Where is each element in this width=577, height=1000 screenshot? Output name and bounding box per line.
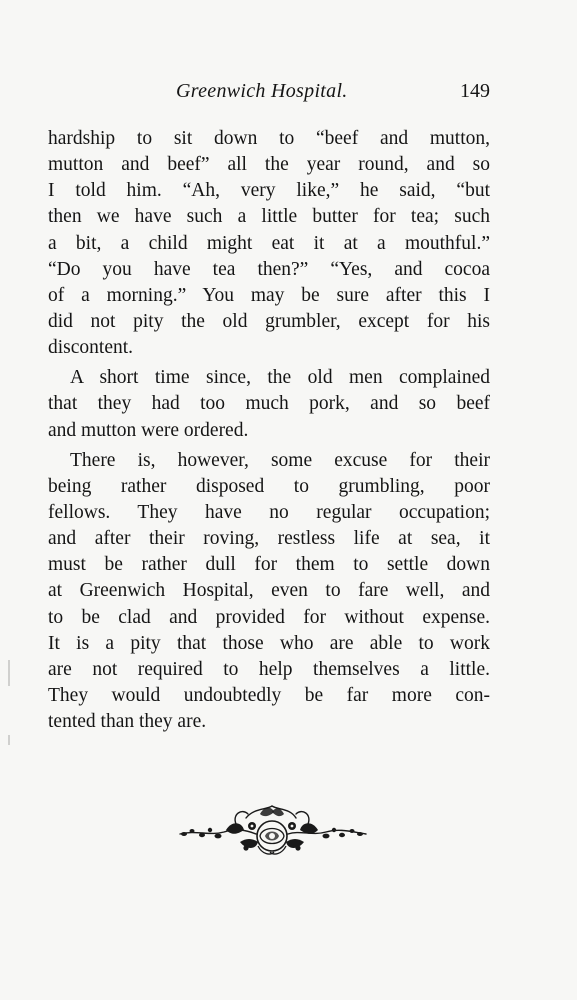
floral-tailpiece-icon [176, 800, 368, 862]
text-line: hardship to sit down to “beef and mutton, [48, 128, 490, 149]
text-line: of a morning.” You may be sure after this I [48, 284, 490, 306]
text-line: a bit, a child might eat it at a mouthful.” [48, 232, 490, 254]
text-line: There is, however, some excuse for their [70, 449, 490, 471]
body-text [48, 126, 490, 735]
text-line: at Greenwich Hospital, even to fare well, and [48, 580, 490, 602]
page-edge-mark [8, 660, 10, 686]
page-edge-mark [8, 735, 10, 745]
text-line: must be rather dull for them to settle down [48, 554, 490, 576]
text-line: being rather disposed to grumbling, poor [48, 475, 490, 497]
paragraph [48, 126, 490, 361]
text-line: and mutton were ordered. [48, 419, 249, 441]
running-head [48, 80, 490, 110]
text-line: It is a pity that those who are able to work [48, 632, 490, 654]
text-line: then we have such a little butter for tea; such [48, 206, 490, 228]
text-line: fellows. They have no regular occupation; [48, 501, 490, 523]
text-line: They would undoubtedly be far more con- [48, 684, 490, 706]
text-line: to be clad and provided for without expense. [48, 606, 490, 628]
text-line: discontent. [48, 337, 134, 359]
text-line: and after their roving, restless life at sea, it [48, 528, 490, 550]
text-line: that they had too much pork, and so beef [48, 393, 490, 415]
page-number: 149 [460, 80, 490, 102]
text-line: “Do you have tea then?” “Yes, and cocoa [48, 258, 490, 280]
text-line: tented than they are. [48, 711, 207, 733]
text-line: A short time since, the old men complained [70, 367, 490, 389]
text-line: I told him. “Ah, very like,” he said, “but [48, 180, 490, 202]
running-title: Greenwich Hospital. [176, 80, 348, 102]
text-line: did not pity the old grumbler, except for his [48, 310, 490, 332]
text-line: are not required to help themselves a little. [48, 658, 490, 680]
paragraph [48, 448, 490, 736]
paragraph [48, 365, 490, 443]
text-line: mutton and beef” all the year round, and so [48, 154, 490, 176]
